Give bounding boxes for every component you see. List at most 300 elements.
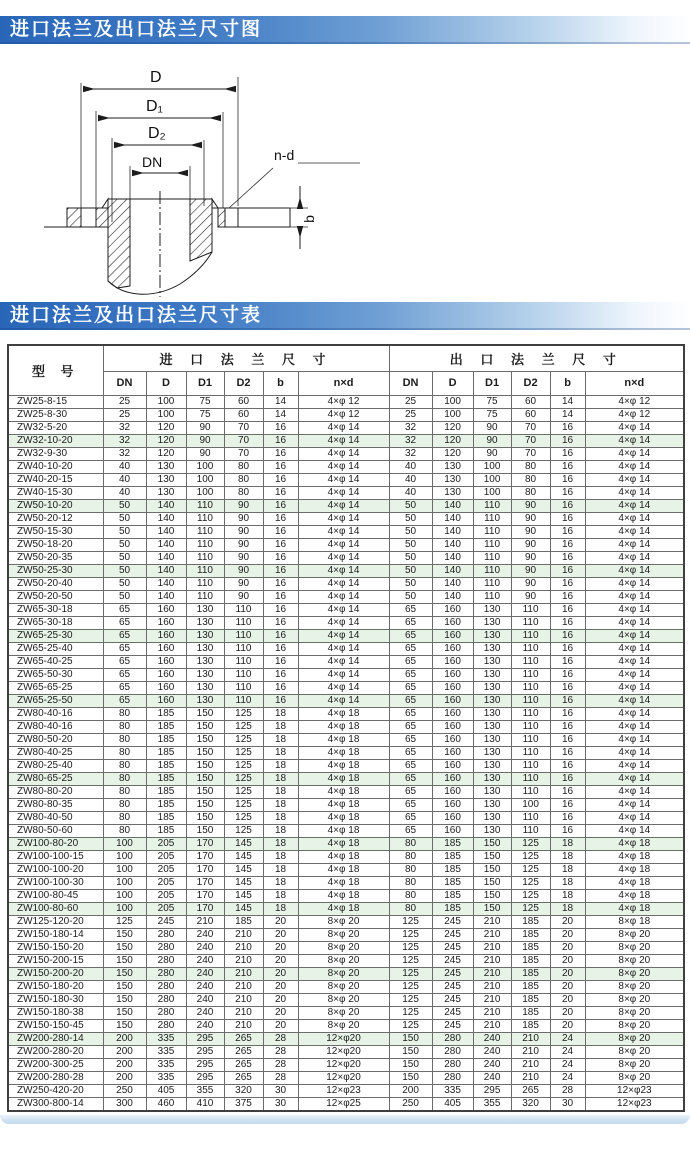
value-cell: 320 bbox=[511, 1097, 550, 1111]
value-cell: 16 bbox=[550, 616, 585, 629]
value-cell: 4×φ 14 bbox=[585, 551, 684, 564]
table-row bbox=[8, 733, 684, 746]
value-cell: 160 bbox=[146, 655, 186, 668]
value-cell: 24 bbox=[550, 1071, 585, 1084]
table-row bbox=[8, 1045, 684, 1058]
value-cell: 75 bbox=[473, 395, 511, 408]
value-cell: 8×φ 20 bbox=[585, 1019, 684, 1032]
value-cell: 265 bbox=[511, 1084, 550, 1097]
value-cell: 100 bbox=[473, 486, 511, 499]
value-cell: 185 bbox=[511, 993, 550, 1006]
value-cell: 240 bbox=[186, 980, 224, 993]
table-group-header-row bbox=[8, 345, 684, 371]
value-cell: 16 bbox=[550, 772, 585, 785]
value-cell: 25 bbox=[103, 408, 146, 421]
value-cell: 20 bbox=[263, 928, 298, 941]
value-cell: 130 bbox=[432, 486, 473, 499]
value-cell: 4×φ 14 bbox=[585, 525, 684, 538]
model-cell: ZW100-80-60 bbox=[8, 902, 103, 915]
value-cell: 125 bbox=[389, 967, 432, 980]
value-cell: 20 bbox=[550, 941, 585, 954]
value-cell: 16 bbox=[263, 655, 298, 668]
model-cell: ZW80-25-40 bbox=[8, 759, 103, 772]
value-cell: 110 bbox=[511, 720, 550, 733]
value-cell: 210 bbox=[511, 1045, 550, 1058]
value-cell: 280 bbox=[146, 928, 186, 941]
value-cell: 16 bbox=[550, 551, 585, 564]
value-cell: 90 bbox=[186, 434, 224, 447]
value-cell: 130 bbox=[186, 655, 224, 668]
value-cell: 160 bbox=[432, 694, 473, 707]
value-cell: 32 bbox=[103, 434, 146, 447]
value-cell: 355 bbox=[186, 1084, 224, 1097]
value-cell: 18 bbox=[550, 850, 585, 863]
value-cell: 110 bbox=[224, 603, 263, 616]
value-cell: 20 bbox=[550, 954, 585, 967]
value-cell: 205 bbox=[146, 876, 186, 889]
value-cell: 100 bbox=[103, 889, 146, 902]
value-cell: 4×φ 18 bbox=[298, 733, 389, 746]
value-cell: 20 bbox=[263, 1006, 298, 1019]
value-cell: 210 bbox=[511, 1071, 550, 1084]
dim-label-D: D bbox=[150, 69, 162, 86]
value-cell: 60 bbox=[224, 408, 263, 421]
inlet-col-nxd: n×d bbox=[298, 371, 389, 395]
value-cell: 8×φ 20 bbox=[585, 993, 684, 1006]
model-cell: ZW50-10-20 bbox=[8, 499, 103, 512]
value-cell: 16 bbox=[550, 629, 585, 642]
value-cell: 240 bbox=[186, 941, 224, 954]
value-cell: 90 bbox=[224, 590, 263, 603]
table-column-header-row bbox=[8, 371, 684, 395]
model-cell: ZW32-10-20 bbox=[8, 434, 103, 447]
value-cell: 125 bbox=[224, 746, 263, 759]
value-cell: 8×φ 20 bbox=[585, 1071, 684, 1084]
value-cell: 160 bbox=[146, 603, 186, 616]
value-cell: 265 bbox=[224, 1058, 263, 1071]
value-cell: 140 bbox=[146, 577, 186, 590]
value-cell: 20 bbox=[263, 941, 298, 954]
value-cell: 65 bbox=[389, 720, 432, 733]
dim-label-DN: DN bbox=[142, 154, 163, 170]
inlet-col-dn: DN bbox=[103, 371, 146, 395]
value-cell: 280 bbox=[146, 980, 186, 993]
value-cell: 4×φ 14 bbox=[585, 538, 684, 551]
value-cell: 50 bbox=[103, 499, 146, 512]
value-cell: 65 bbox=[389, 616, 432, 629]
value-cell: 160 bbox=[432, 655, 473, 668]
table-row bbox=[8, 759, 684, 772]
value-cell: 12×φ23 bbox=[298, 1084, 389, 1097]
model-cell: ZW200-280-28 bbox=[8, 1071, 103, 1084]
value-cell: 150 bbox=[473, 876, 511, 889]
value-cell: 18 bbox=[263, 720, 298, 733]
value-cell: 50 bbox=[389, 525, 432, 538]
value-cell: 65 bbox=[103, 694, 146, 707]
value-cell: 110 bbox=[224, 668, 263, 681]
value-cell: 4×φ 14 bbox=[585, 460, 684, 473]
value-cell: 130 bbox=[473, 720, 511, 733]
model-cell: ZW150-200-15 bbox=[8, 954, 103, 967]
value-cell: 4×φ 18 bbox=[298, 889, 389, 902]
value-cell: 70 bbox=[224, 447, 263, 460]
value-cell: 210 bbox=[224, 1019, 263, 1032]
value-cell: 4×φ 14 bbox=[585, 629, 684, 642]
value-cell: 18 bbox=[263, 746, 298, 759]
value-cell: 185 bbox=[432, 902, 473, 915]
model-cell: ZW65-25-30 bbox=[8, 629, 103, 642]
value-cell: 16 bbox=[263, 473, 298, 486]
value-cell: 130 bbox=[432, 460, 473, 473]
value-cell: 24 bbox=[550, 1045, 585, 1058]
value-cell: 130 bbox=[473, 824, 511, 837]
value-cell: 32 bbox=[389, 447, 432, 460]
value-cell: 8×φ 18 bbox=[585, 915, 684, 928]
value-cell: 245 bbox=[432, 928, 473, 941]
value-cell: 295 bbox=[186, 1045, 224, 1058]
value-cell: 16 bbox=[550, 499, 585, 512]
value-cell: 16 bbox=[550, 603, 585, 616]
value-cell: 210 bbox=[224, 980, 263, 993]
table-row bbox=[8, 1006, 684, 1019]
value-cell: 110 bbox=[224, 655, 263, 668]
value-cell: 160 bbox=[432, 798, 473, 811]
value-cell: 130 bbox=[186, 603, 224, 616]
value-cell: 185 bbox=[146, 746, 186, 759]
model-cell: ZW50-20-12 bbox=[8, 512, 103, 525]
value-cell: 60 bbox=[511, 395, 550, 408]
table-row bbox=[8, 616, 684, 629]
value-cell: 265 bbox=[224, 1045, 263, 1058]
value-cell: 4×φ 14 bbox=[585, 642, 684, 655]
value-cell: 185 bbox=[432, 863, 473, 876]
value-cell: 110 bbox=[511, 668, 550, 681]
value-cell: 210 bbox=[473, 993, 511, 1006]
value-cell: 4×φ 18 bbox=[298, 785, 389, 798]
value-cell: 16 bbox=[550, 642, 585, 655]
value-cell: 18 bbox=[550, 876, 585, 889]
value-cell: 20 bbox=[550, 1019, 585, 1032]
value-cell: 75 bbox=[186, 395, 224, 408]
model-cell: ZW65-65-25 bbox=[8, 681, 103, 694]
diagram-title-text: 进口法兰及出口法兰尺寸图 bbox=[10, 19, 263, 40]
value-cell: 50 bbox=[103, 538, 146, 551]
value-cell: 65 bbox=[389, 681, 432, 694]
value-cell: 8×φ 20 bbox=[585, 954, 684, 967]
value-cell: 150 bbox=[103, 1006, 146, 1019]
value-cell: 8×φ 20 bbox=[585, 928, 684, 941]
value-cell: 65 bbox=[389, 824, 432, 837]
value-cell: 150 bbox=[186, 707, 224, 720]
value-cell: 80 bbox=[224, 473, 263, 486]
table-row bbox=[8, 499, 684, 512]
value-cell: 4×φ 14 bbox=[298, 447, 389, 460]
value-cell: 80 bbox=[103, 811, 146, 824]
value-cell: 250 bbox=[389, 1097, 432, 1111]
value-cell: 150 bbox=[186, 811, 224, 824]
value-cell: 18 bbox=[263, 772, 298, 785]
value-cell: 12×φ20 bbox=[298, 1071, 389, 1084]
value-cell: 210 bbox=[473, 980, 511, 993]
value-cell: 125 bbox=[224, 785, 263, 798]
value-cell: 18 bbox=[550, 863, 585, 876]
value-cell: 110 bbox=[511, 707, 550, 720]
value-cell: 4×φ 14 bbox=[298, 538, 389, 551]
model-cell: ZW150-200-20 bbox=[8, 967, 103, 980]
value-cell: 125 bbox=[511, 902, 550, 915]
model-cell: ZW25-8-15 bbox=[8, 395, 103, 408]
value-cell: 110 bbox=[224, 681, 263, 694]
value-cell: 4×φ 18 bbox=[585, 850, 684, 863]
value-cell: 280 bbox=[432, 1045, 473, 1058]
value-cell: 90 bbox=[473, 434, 511, 447]
value-cell: 110 bbox=[511, 694, 550, 707]
value-cell: 18 bbox=[263, 837, 298, 850]
value-cell: 160 bbox=[432, 746, 473, 759]
model-cell: ZW100-80-20 bbox=[8, 837, 103, 850]
value-cell: 80 bbox=[389, 876, 432, 889]
value-cell: 8×φ 20 bbox=[298, 954, 389, 967]
value-cell: 185 bbox=[432, 837, 473, 850]
value-cell: 130 bbox=[473, 811, 511, 824]
value-cell: 75 bbox=[473, 408, 511, 421]
value-cell: 150 bbox=[186, 746, 224, 759]
value-cell: 80 bbox=[511, 486, 550, 499]
value-cell: 125 bbox=[389, 915, 432, 928]
value-cell: 16 bbox=[550, 811, 585, 824]
value-cell: 335 bbox=[146, 1032, 186, 1045]
value-cell: 110 bbox=[473, 538, 511, 551]
value-cell: 16 bbox=[550, 421, 585, 434]
value-cell: 50 bbox=[103, 551, 146, 564]
value-cell: 16 bbox=[263, 499, 298, 512]
value-cell: 200 bbox=[103, 1045, 146, 1058]
value-cell: 185 bbox=[511, 915, 550, 928]
model-cell: ZW80-40-16 bbox=[8, 707, 103, 720]
value-cell: 75 bbox=[186, 408, 224, 421]
model-cell: ZW200-280-14 bbox=[8, 1032, 103, 1045]
value-cell: 32 bbox=[103, 421, 146, 434]
value-cell: 125 bbox=[224, 720, 263, 733]
model-cell: ZW100-80-45 bbox=[8, 889, 103, 902]
value-cell: 100 bbox=[432, 408, 473, 421]
value-cell: 110 bbox=[511, 824, 550, 837]
value-cell: 4×φ 14 bbox=[298, 629, 389, 642]
value-cell: 80 bbox=[389, 837, 432, 850]
value-cell: 100 bbox=[103, 863, 146, 876]
value-cell: 245 bbox=[432, 967, 473, 980]
model-cell: ZW100-100-20 bbox=[8, 863, 103, 876]
value-cell: 205 bbox=[146, 863, 186, 876]
value-cell: 140 bbox=[146, 590, 186, 603]
value-cell: 140 bbox=[432, 538, 473, 551]
value-cell: 16 bbox=[263, 603, 298, 616]
value-cell: 18 bbox=[263, 824, 298, 837]
value-cell: 4×φ 18 bbox=[298, 759, 389, 772]
value-cell: 100 bbox=[473, 473, 511, 486]
value-cell: 16 bbox=[550, 564, 585, 577]
value-cell: 210 bbox=[511, 1032, 550, 1045]
value-cell: 60 bbox=[511, 408, 550, 421]
value-cell: 185 bbox=[146, 798, 186, 811]
value-cell: 40 bbox=[389, 486, 432, 499]
value-cell: 460 bbox=[146, 1097, 186, 1111]
value-cell: 70 bbox=[511, 434, 550, 447]
value-cell: 16 bbox=[550, 720, 585, 733]
value-cell: 110 bbox=[186, 499, 224, 512]
diagram-title-bar bbox=[0, 16, 690, 44]
value-cell: 4×φ 14 bbox=[585, 733, 684, 746]
table-row bbox=[8, 525, 684, 538]
value-cell: 90 bbox=[224, 512, 263, 525]
value-cell: 16 bbox=[550, 473, 585, 486]
value-cell: 90 bbox=[473, 447, 511, 460]
table-row bbox=[8, 1097, 684, 1111]
value-cell: 80 bbox=[103, 720, 146, 733]
model-cell: ZW150-150-45 bbox=[8, 1019, 103, 1032]
value-cell: 90 bbox=[224, 577, 263, 590]
value-cell: 65 bbox=[389, 798, 432, 811]
table-row bbox=[8, 876, 684, 889]
table-row bbox=[8, 746, 684, 759]
value-cell: 110 bbox=[186, 525, 224, 538]
value-cell: 150 bbox=[186, 824, 224, 837]
value-cell: 4×φ 14 bbox=[298, 577, 389, 590]
value-cell: 210 bbox=[473, 1019, 511, 1032]
value-cell: 160 bbox=[432, 668, 473, 681]
value-cell: 140 bbox=[146, 499, 186, 512]
model-cell: ZW80-80-35 bbox=[8, 798, 103, 811]
value-cell: 185 bbox=[511, 980, 550, 993]
model-cell: ZW80-40-50 bbox=[8, 811, 103, 824]
value-cell: 8×φ 20 bbox=[585, 967, 684, 980]
table-row bbox=[8, 811, 684, 824]
value-cell: 280 bbox=[146, 1019, 186, 1032]
value-cell: 130 bbox=[473, 772, 511, 785]
value-cell: 125 bbox=[389, 954, 432, 967]
value-cell: 150 bbox=[473, 889, 511, 902]
value-cell: 90 bbox=[186, 447, 224, 460]
value-cell: 28 bbox=[263, 1071, 298, 1084]
value-cell: 90 bbox=[511, 564, 550, 577]
value-cell: 4×φ 12 bbox=[585, 395, 684, 408]
value-cell: 160 bbox=[432, 681, 473, 694]
value-cell: 16 bbox=[550, 460, 585, 473]
value-cell: 18 bbox=[263, 811, 298, 824]
value-cell: 110 bbox=[473, 512, 511, 525]
value-cell: 130 bbox=[473, 707, 511, 720]
value-cell: 150 bbox=[186, 720, 224, 733]
value-cell: 205 bbox=[146, 837, 186, 850]
value-cell: 130 bbox=[473, 616, 511, 629]
value-cell: 240 bbox=[186, 1006, 224, 1019]
value-cell: 25 bbox=[389, 408, 432, 421]
value-cell: 4×φ 14 bbox=[585, 681, 684, 694]
dim-label-b: b bbox=[301, 215, 317, 223]
value-cell: 16 bbox=[550, 746, 585, 759]
value-cell: 150 bbox=[186, 733, 224, 746]
value-cell: 145 bbox=[224, 863, 263, 876]
value-cell: 280 bbox=[432, 1071, 473, 1084]
value-cell: 65 bbox=[389, 746, 432, 759]
value-cell: 90 bbox=[511, 499, 550, 512]
value-cell: 4×φ 12 bbox=[298, 408, 389, 421]
value-cell: 335 bbox=[146, 1058, 186, 1071]
value-cell: 130 bbox=[186, 681, 224, 694]
value-cell: 110 bbox=[511, 629, 550, 642]
table-row bbox=[8, 603, 684, 616]
value-cell: 125 bbox=[224, 759, 263, 772]
value-cell: 110 bbox=[511, 772, 550, 785]
value-cell: 16 bbox=[550, 538, 585, 551]
value-cell: 18 bbox=[263, 785, 298, 798]
table-row bbox=[8, 460, 684, 473]
value-cell: 335 bbox=[146, 1045, 186, 1058]
value-cell: 245 bbox=[432, 980, 473, 993]
value-cell: 100 bbox=[186, 473, 224, 486]
value-cell: 65 bbox=[103, 642, 146, 655]
model-cell: ZW32-9-30 bbox=[8, 447, 103, 460]
value-cell: 240 bbox=[186, 967, 224, 980]
value-cell: 160 bbox=[146, 642, 186, 655]
flange-size-table bbox=[7, 344, 685, 1112]
value-cell: 150 bbox=[473, 902, 511, 915]
value-cell: 295 bbox=[186, 1071, 224, 1084]
value-cell: 140 bbox=[432, 577, 473, 590]
value-cell: 8×φ 20 bbox=[298, 915, 389, 928]
value-cell: 90 bbox=[224, 525, 263, 538]
table-row bbox=[8, 486, 684, 499]
value-cell: 145 bbox=[224, 850, 263, 863]
inlet-col-b: b bbox=[263, 371, 298, 395]
value-cell: 130 bbox=[186, 616, 224, 629]
value-cell: 160 bbox=[146, 681, 186, 694]
value-cell: 16 bbox=[550, 824, 585, 837]
value-cell: 65 bbox=[389, 603, 432, 616]
value-cell: 125 bbox=[389, 1006, 432, 1019]
model-cell: ZW65-25-50 bbox=[8, 694, 103, 707]
value-cell: 100 bbox=[186, 460, 224, 473]
model-cell: ZW250-420-20 bbox=[8, 1084, 103, 1097]
value-cell: 4×φ 12 bbox=[585, 408, 684, 421]
table-row bbox=[8, 837, 684, 850]
value-cell: 16 bbox=[263, 525, 298, 538]
value-cell: 130 bbox=[473, 668, 511, 681]
value-cell: 16 bbox=[550, 681, 585, 694]
value-cell: 150 bbox=[186, 785, 224, 798]
value-cell: 16 bbox=[263, 590, 298, 603]
value-cell: 40 bbox=[103, 460, 146, 473]
value-cell: 185 bbox=[432, 876, 473, 889]
value-cell: 4×φ 18 bbox=[298, 798, 389, 811]
value-cell: 125 bbox=[389, 1019, 432, 1032]
value-cell: 110 bbox=[473, 564, 511, 577]
value-cell: 110 bbox=[473, 577, 511, 590]
value-cell: 24 bbox=[550, 1032, 585, 1045]
value-cell: 50 bbox=[103, 525, 146, 538]
model-cell: ZW40-15-30 bbox=[8, 486, 103, 499]
value-cell: 4×φ 14 bbox=[298, 603, 389, 616]
outlet-col-d2: D2 bbox=[511, 371, 550, 395]
value-cell: 245 bbox=[146, 915, 186, 928]
value-cell: 205 bbox=[146, 850, 186, 863]
outlet-col-b: b bbox=[550, 371, 585, 395]
table-row bbox=[8, 655, 684, 668]
model-cell: ZW50-25-30 bbox=[8, 564, 103, 577]
value-cell: 320 bbox=[224, 1084, 263, 1097]
value-cell: 65 bbox=[389, 694, 432, 707]
model-cell: ZW65-25-40 bbox=[8, 642, 103, 655]
